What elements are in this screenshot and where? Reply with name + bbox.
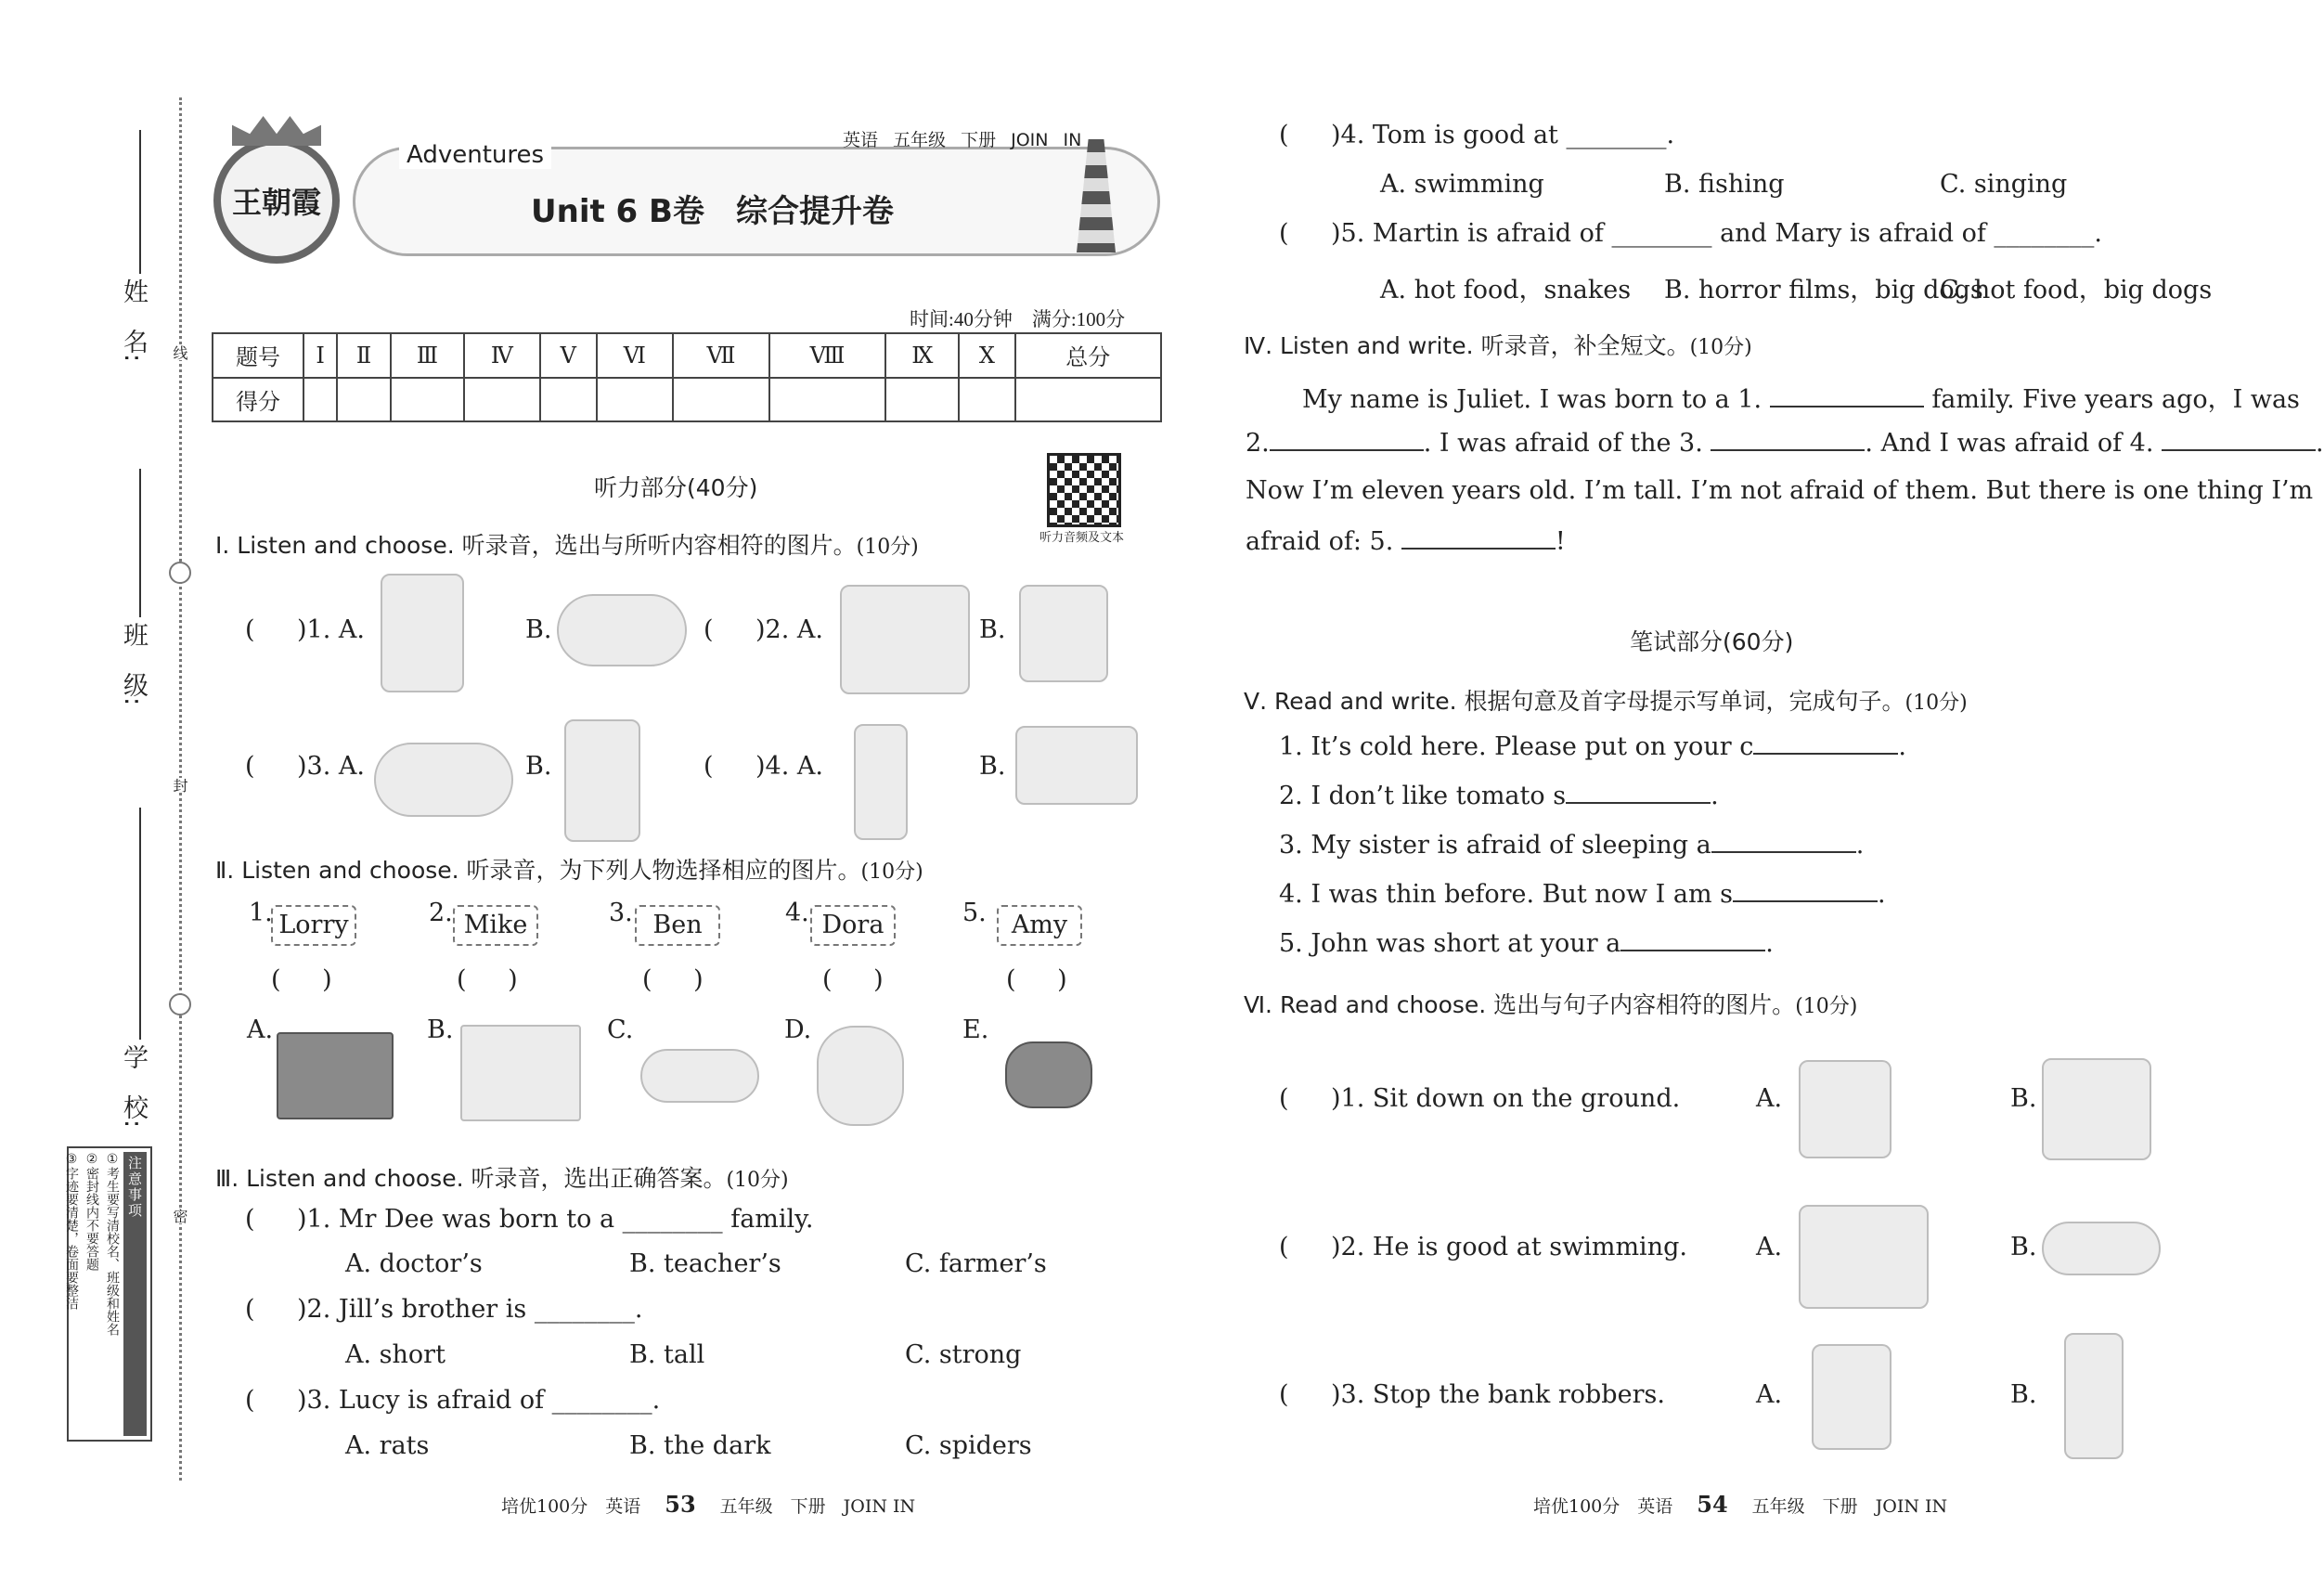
s3-q4-opt-b[interactable]: B. fishing: [1664, 170, 1785, 199]
s1-q1-b: B.: [525, 615, 552, 644]
s1-q4-pic-b[interactable]: [1015, 726, 1138, 805]
s5-text: 4. I was thin before. But now I am s: [1279, 880, 1734, 909]
s2-pic-label-c: C.: [607, 1015, 634, 1044]
seal-mi: 密: [171, 1209, 188, 1223]
s2-num-4: 4.: [785, 899, 809, 927]
score-cell[interactable]: [597, 378, 673, 422]
s4-text: family. Five years ago，I was: [1931, 385, 2300, 414]
class-line: [139, 469, 141, 617]
paren: (: [245, 1386, 255, 1415]
s1-q4-b: B.: [979, 752, 1006, 781]
qr-caption: 听力音频及文本: [1039, 531, 1125, 545]
score-table-header-row: [213, 333, 1161, 378]
s3-q4: [1279, 121, 1674, 149]
paren: (: [245, 752, 255, 781]
score-header-cell: Ⅱ: [337, 333, 391, 378]
time-info: 时间:40分钟 满分:100分: [910, 308, 1126, 330]
score-header-cell: Ⅳ: [464, 333, 540, 378]
s1-q3-b: B.: [525, 752, 552, 781]
footer-right: [1533, 1491, 1947, 1518]
school-line: [139, 808, 141, 1040]
s4-text: . And I was afraid of 4.: [1865, 429, 2154, 458]
s2-pic-label-e: E.: [962, 1015, 989, 1044]
s4-line-2: [1246, 427, 2324, 458]
s1-q1-pic-a[interactable]: [381, 574, 464, 692]
s3-q3: [245, 1386, 660, 1415]
s1-q2-num: )2. A.: [755, 615, 823, 644]
s5-blank-1[interactable]: [1753, 731, 1898, 755]
s6-q1-a: A.: [1756, 1084, 1783, 1113]
s5-item-1: 1. It’s cold here. Please put on your c .: [1279, 732, 1906, 761]
unit-title: Unit 6 B卷 综合提升卷: [531, 193, 894, 230]
s1-q2-pic-b[interactable]: [1019, 585, 1108, 682]
score-header-cell: Ⅹ: [959, 333, 1014, 378]
name-label: 姓 名:: [119, 278, 148, 363]
score-header-cell: Ⅲ: [391, 333, 464, 378]
s5-blank-3[interactable]: [1711, 829, 1856, 853]
s6-q1: [1279, 1084, 1680, 1113]
s1-q3-num: )3. A.: [297, 752, 365, 781]
s3-q1-opt-b[interactable]: B. teacher’s: [629, 1249, 781, 1278]
s4-line-4: [1246, 525, 1566, 556]
s1-q3-pic-a[interactable]: [374, 743, 513, 817]
footer-grade: 五年级 下册 JOIN IN: [1751, 1496, 1948, 1517]
s3-q4-opt-a[interactable]: A. swimming: [1380, 170, 1544, 199]
s3-q1-opt-c[interactable]: C. farmer’s: [905, 1249, 1047, 1278]
s3-q1-opt-a[interactable]: A. doctor’s: [345, 1249, 483, 1278]
score-header-cell: Ⅶ: [673, 333, 769, 378]
paren: (: [704, 615, 714, 644]
paren: (: [704, 752, 714, 781]
s6-q2-stem: )2. He is good at swimming.: [1331, 1233, 1687, 1261]
s1-q2-pic-a[interactable]: [840, 585, 970, 694]
s4-blank-5[interactable]: [1401, 525, 1556, 550]
s2-name-3: Ben: [635, 905, 720, 946]
s1-q3: [245, 752, 365, 781]
s6-q1-pic-b[interactable]: [2042, 1058, 2151, 1160]
s6-q3-stem: )3. Stop the bank robbers.: [1331, 1380, 1665, 1409]
score-header-cell: 总分: [1015, 333, 1161, 378]
s6-q2-pic-b[interactable]: [2042, 1222, 2161, 1275]
s3-q2: [245, 1295, 642, 1324]
s5-text: 1. It’s cold here. Please put on your c: [1279, 732, 1754, 761]
score-cell[interactable]: [337, 378, 391, 422]
s3-q2-opt-b[interactable]: B. tall: [629, 1340, 705, 1369]
s2-pic-label-d: D.: [784, 1015, 812, 1044]
s3-q3-opt-c[interactable]: C. spiders: [905, 1431, 1032, 1460]
s4-line-1: [1302, 379, 2300, 415]
paren: (: [1279, 1380, 1289, 1409]
s6-q1-b: B.: [2010, 1084, 2037, 1113]
notice-heading: 注意事项: [123, 1152, 147, 1436]
page-number: 53: [665, 1491, 696, 1518]
brand-logo-text: 王朝霞: [231, 185, 321, 220]
s2-pic-b[interactable]: [460, 1025, 581, 1121]
notice-box: [64, 1146, 152, 1442]
s2-pic-d[interactable]: [817, 1026, 904, 1126]
notice-item: ③字迹要清楚，卷面要整洁: [64, 1152, 79, 1310]
score-cell[interactable]: [303, 378, 337, 422]
s1-q3-pic-b[interactable]: [564, 719, 640, 842]
section-4-title-text: Ⅳ. Listen and write. 听录音，补全短文。: [1244, 332, 1690, 359]
s1-q1: [245, 615, 365, 644]
section-5-title: [1244, 683, 1968, 717]
s3-q1: [245, 1205, 813, 1234]
score-header-cell: 题号: [213, 333, 303, 378]
page-number: 54: [1697, 1491, 1728, 1518]
s2-pic-e[interactable]: [1005, 1041, 1092, 1108]
s2-name-5: Amy: [997, 905, 1082, 946]
s3-q3-opt-b[interactable]: B. the dark: [629, 1431, 771, 1460]
s6-q1-pic-a[interactable]: [1799, 1060, 1891, 1158]
s2-answer-paren-3[interactable]: ( ): [642, 965, 704, 994]
s5-item-2: 2. I don’t like tomato s .: [1279, 782, 1719, 810]
s3-q5-opt-b[interactable]: B. horror films，big dogs: [1664, 276, 1983, 304]
s1-q4-num: )4. A.: [755, 752, 823, 781]
s1-q2-b: B.: [979, 615, 1006, 644]
footer-left: [501, 1491, 915, 1518]
paren: (: [245, 1295, 255, 1324]
section-2-title-text: Ⅱ. Listen and choose. 听录音，为下列人物选择相应的图片。: [215, 857, 861, 884]
s4-blank-1[interactable]: [1770, 383, 1924, 407]
s3-q2-opt-c[interactable]: C. strong: [905, 1340, 1022, 1369]
s3-q3-opt-a[interactable]: A. rats: [345, 1431, 430, 1460]
section-3-title: [215, 1160, 789, 1194]
s2-name-2: Mike: [453, 905, 538, 946]
s5-text: 5. John was short at your a: [1279, 929, 1621, 958]
s6-q3-a: A.: [1756, 1380, 1783, 1409]
s2-num-2: 2.: [429, 899, 453, 927]
s6-q2-b: B.: [2010, 1233, 2037, 1261]
s3-q4-stem: )4. Tom is good at ________.: [1331, 121, 1675, 149]
s2-num-1: 1.: [249, 899, 273, 927]
crown-icon: [232, 116, 321, 146]
s2-answer-paren-2[interactable]: ( ): [457, 965, 518, 994]
footer-book: 培优100分 英语: [1533, 1496, 1673, 1517]
notice-item: ②密封线内不要答题: [84, 1152, 99, 1271]
section-6-title-text: Ⅵ. Read and choose. 选出与句子内容相符的图片。: [1244, 991, 1796, 1018]
s4-line-3: Now I’m eleven years old. I’m tall. I’m not afraid of them. But there is one thing I’m: [1246, 476, 2314, 505]
score-cell[interactable]: [769, 378, 885, 422]
s4-text: 2.: [1246, 429, 1270, 458]
score-cell[interactable]: [1015, 378, 1161, 422]
s3-q4-opt-c[interactable]: C. singing: [1940, 170, 2068, 199]
s4-text: afraid of: 5.: [1246, 527, 1394, 556]
paren: (: [1279, 121, 1289, 149]
s5-blank-2[interactable]: [1566, 780, 1711, 804]
score-cell[interactable]: [464, 378, 540, 422]
s5-blank-4[interactable]: [1733, 878, 1878, 902]
score-header-cell: Ⅰ: [303, 333, 337, 378]
paren: (: [245, 1205, 255, 1234]
section-2-score: (10分): [860, 860, 923, 884]
s5-item-4: 4. I was thin before. But now I am s .: [1279, 880, 1886, 909]
score-cell[interactable]: [391, 378, 464, 422]
notice-item: ①考生要写清校名、班级和姓名: [105, 1152, 120, 1336]
s4-text: . I was afraid of the 3.: [1423, 429, 1703, 458]
section-5-score: (10分): [1904, 692, 1968, 715]
s1-q2: [704, 615, 823, 644]
footer-grade: 五年级 下册 JOIN IN: [719, 1496, 916, 1517]
score-table-score-row: [213, 378, 1161, 422]
s2-name-1: Lorry: [271, 905, 356, 946]
s3-q3-stem: )3. Lucy is afraid of ________.: [297, 1386, 661, 1415]
section-6-score: (10分): [1795, 995, 1858, 1018]
class-label: 班 级:: [119, 622, 148, 706]
score-cell[interactable]: [540, 378, 597, 422]
section-2-title: [215, 852, 923, 886]
score-header-cell: Ⅷ: [769, 333, 885, 378]
s1-q1-pic-b[interactable]: [557, 594, 687, 666]
s6-q2-pic-a[interactable]: [1799, 1205, 1929, 1309]
footer-book: 培优100分 英语: [501, 1496, 641, 1517]
s2-num-5: 5.: [962, 899, 987, 927]
s6-q2-a: A.: [1756, 1233, 1783, 1261]
score-table: [212, 332, 1162, 422]
seal-feng: 封: [171, 778, 188, 793]
s4-text: My name is Juliet. I was born to a 1.: [1302, 385, 1762, 414]
writing-title: 笔试部分(60分): [1630, 628, 1794, 655]
name-line: [139, 130, 141, 274]
section-1-title: [215, 527, 919, 561]
school-label: 学 校:: [119, 1044, 148, 1129]
score-header-cell: Ⅴ: [540, 333, 597, 378]
s5-text: 3. My sister is afraid of sleeping a: [1279, 831, 1711, 860]
s2-num-3: 3.: [609, 899, 633, 927]
s3-q5-opt-c[interactable]: C. hot food，big dogs: [1940, 276, 2213, 304]
s2-name-4: Dora: [810, 905, 896, 946]
s1-q4-pic-a[interactable]: [854, 724, 908, 840]
paren: (: [1279, 1233, 1289, 1261]
header-small-text: 英语 五年级 下册 JOIN IN: [843, 130, 1082, 150]
s6-q2: [1279, 1233, 1687, 1261]
section-3-score: (10分): [726, 1169, 789, 1192]
s5-blank-5[interactable]: [1620, 927, 1765, 951]
s6-q3: [1279, 1380, 1665, 1409]
s2-pic-label-b: B.: [427, 1015, 454, 1044]
s3-q1-stem: )1. Mr Dee was born to a ________ family.: [297, 1205, 814, 1234]
s1-q1-num: )1. A.: [297, 615, 365, 644]
binding-hole: [169, 562, 191, 584]
s2-answer-paren-4[interactable]: ( ): [822, 965, 884, 994]
s4-blank-2[interactable]: [1270, 427, 1424, 451]
qr-code-icon: [1047, 453, 1121, 527]
s4-text: .: [2316, 429, 2324, 458]
s3-q2-stem: )2. Jill’s brother is ________.: [297, 1295, 643, 1324]
section-4-title: [1244, 328, 1752, 361]
score-row-label: 得分: [213, 378, 303, 422]
section-5-title-text: Ⅴ. Read and write. 根据句意及首字母提示写单词，完成句子。: [1244, 688, 1905, 715]
s4-blank-4[interactable]: [2162, 427, 2316, 451]
score-cell[interactable]: [885, 378, 959, 422]
section-3-title-text: Ⅲ. Listen and choose. 听录音，选出正确答案。: [215, 1165, 727, 1192]
brand-logo: [213, 137, 340, 264]
s3-q5-opt-a[interactable]: A. hot food，snakes: [1380, 276, 1632, 304]
s3-q5-stem: )5. Martin is afraid of ________ and Mary is afraid of ________.: [1331, 219, 2102, 248]
paren: (: [1279, 219, 1289, 248]
seal-xian: 线: [171, 345, 188, 360]
adventures-label: Adventures: [399, 141, 551, 169]
score-header-cell: Ⅸ: [885, 333, 959, 378]
s5-text: 2. I don’t like tomato s: [1279, 782, 1567, 810]
s3-q5: [1279, 219, 2102, 248]
score-cell[interactable]: [959, 378, 1014, 422]
section-1-score: (10分): [856, 536, 919, 559]
score-cell[interactable]: [673, 378, 769, 422]
section-4-score: (10分): [1689, 336, 1752, 359]
s4-blank-3[interactable]: [1711, 427, 1865, 451]
score-header-cell: Ⅵ: [597, 333, 673, 378]
binding-hole: [169, 993, 191, 1015]
s5-item-3: 3. My sister is afraid of sleeping a .: [1279, 831, 1865, 860]
s2-pic-a[interactable]: [277, 1032, 394, 1119]
s2-answer-paren-5[interactable]: ( ): [1006, 965, 1067, 994]
section-1-title-text: Ⅰ. Listen and choose. 听录音，选出与所听内容相符的图片。: [215, 532, 857, 559]
s5-item-5: 5. John was short at your a .: [1279, 929, 1774, 958]
s2-pic-label-a: A.: [247, 1015, 274, 1044]
s4-text: !: [1555, 527, 1566, 556]
s6-q1-stem: )1. Sit down on the ground.: [1331, 1084, 1681, 1113]
s6-q3-pic-b[interactable]: [2064, 1333, 2124, 1459]
listening-title: 听力部分(40分): [594, 474, 758, 501]
section-6-title: [1244, 987, 1857, 1020]
paren: (: [1279, 1084, 1289, 1113]
s6-q3-b: B.: [2010, 1380, 2037, 1409]
s2-pic-c[interactable]: [640, 1049, 759, 1103]
s2-answer-paren-1[interactable]: ( ): [271, 965, 332, 994]
s1-q4: [704, 752, 823, 781]
s3-q2-opt-a[interactable]: A. short: [345, 1340, 445, 1369]
paren: (: [245, 615, 255, 644]
s6-q3-pic-a[interactable]: [1812, 1344, 1891, 1450]
